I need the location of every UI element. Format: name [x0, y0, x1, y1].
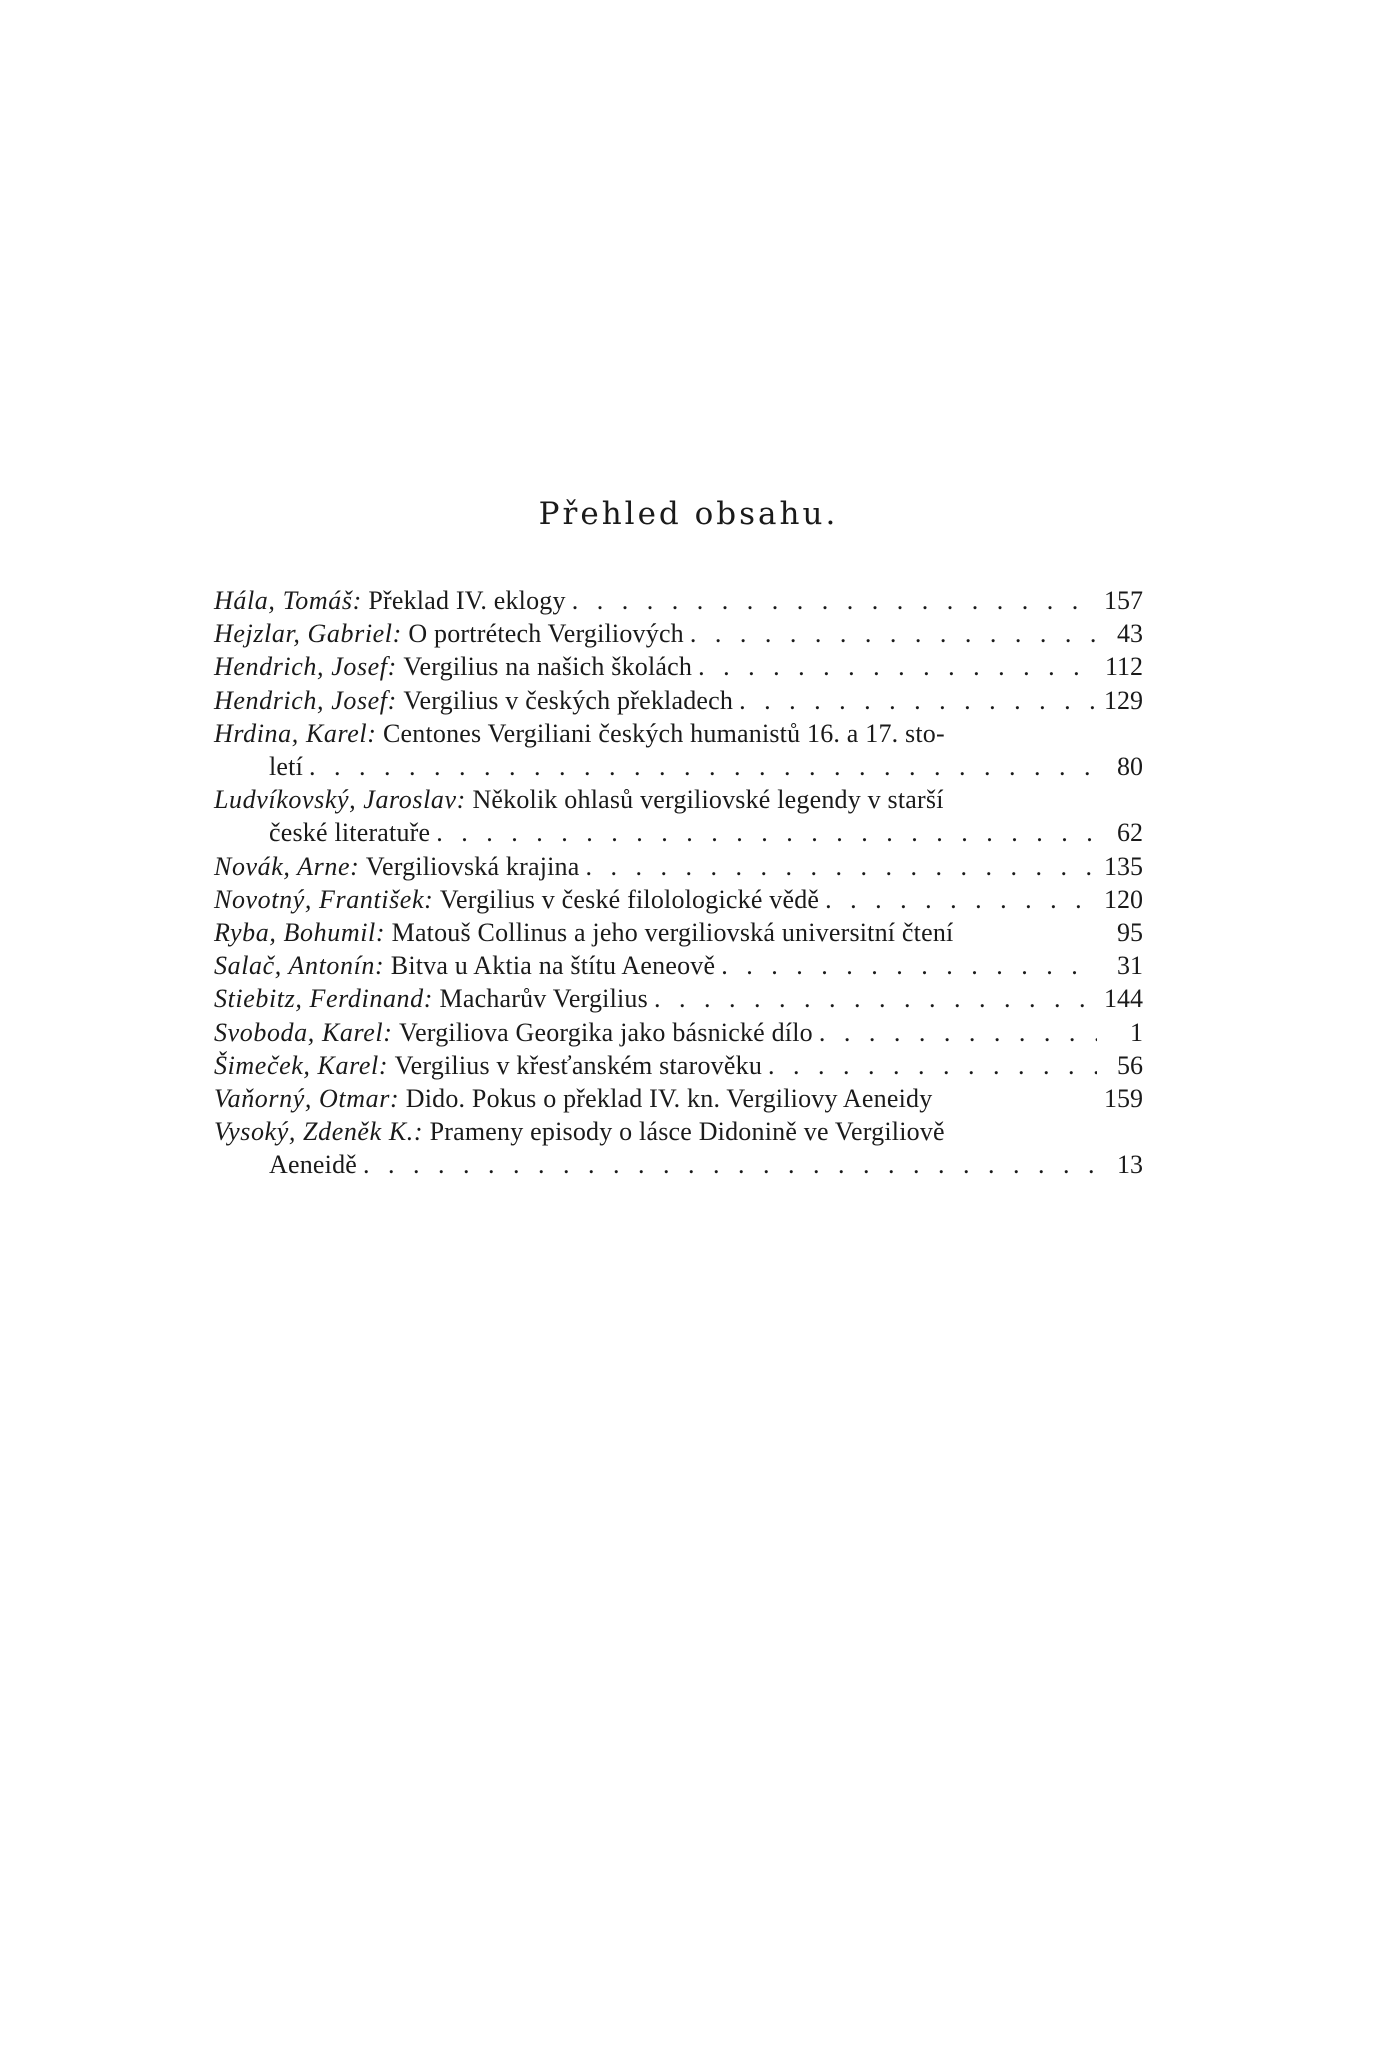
toc-author: Stiebitz, Ferdinand: — [214, 984, 434, 1014]
toc-entry — [214, 916, 1143, 949]
toc-page-number: 95 — [1117, 918, 1143, 948]
dot-leader — [739, 684, 1097, 717]
toc-line — [214, 916, 1143, 949]
toc-page-number: 80 — [1117, 752, 1143, 782]
toc-title-continuation: Aeneidě — [269, 1150, 358, 1180]
toc-page-number: 13 — [1117, 1150, 1143, 1180]
toc-entry — [214, 684, 1143, 717]
toc-line — [214, 650, 1143, 683]
toc-line — [214, 1082, 1143, 1115]
toc-title: Bitva u Aktia na štítu Aeneově — [390, 951, 716, 981]
toc-line — [214, 783, 1143, 816]
dot-leader — [363, 1148, 1097, 1181]
toc-line-continuation — [214, 750, 1143, 783]
toc-line — [214, 949, 1143, 982]
toc-title: O portrétech Vergiliových — [408, 619, 684, 649]
toc-page-number: 157 — [1104, 586, 1143, 615]
toc-author: Ludvíkovský, Jaroslav: — [214, 785, 466, 815]
toc-entry — [214, 1115, 1143, 1181]
toc-page-number: 31 — [1117, 951, 1143, 981]
toc-title: Několik ohlasů vergiliovské legendy v starší — [472, 785, 944, 815]
toc-page-number: 144 — [1104, 984, 1143, 1014]
toc-author: Hendrich, Josef: — [214, 652, 397, 682]
toc-author: Hrdina, Karel: — [214, 718, 377, 748]
toc-entry — [214, 982, 1143, 1015]
toc-title: Vergilius v české filolologické vědě — [439, 884, 820, 914]
toc-line — [214, 982, 1143, 1015]
toc-title: Macharův Vergilius — [439, 984, 648, 1014]
table-of-contents — [214, 584, 1143, 1182]
toc-title: Vergiliovská krajina — [365, 851, 580, 881]
toc-author: Salač, Antonín: — [214, 951, 385, 981]
toc-title-continuation: letí — [269, 752, 304, 782]
toc-entry — [214, 883, 1143, 916]
toc-page-number: 135 — [1104, 851, 1143, 881]
toc-author: Vysoký, Zdeněk K.: — [214, 1117, 424, 1147]
toc-author: Hendrich, Josef: — [214, 685, 397, 715]
toc-title: Centones Vergiliani českých humanistů 16. a 17. sto- — [382, 718, 945, 748]
toc-line — [214, 883, 1143, 916]
toc-author: Novotný, František: — [214, 884, 434, 914]
dot-leader — [721, 949, 1097, 982]
toc-entry — [214, 584, 1143, 617]
toc-page-number: 129 — [1104, 685, 1143, 715]
dot-leader — [654, 982, 1097, 1015]
toc-line — [214, 850, 1143, 883]
toc-author: Hejzlar, Gabriel: — [214, 619, 402, 649]
toc-page-number: 120 — [1104, 884, 1143, 914]
toc-line — [214, 1115, 1143, 1148]
dot-leader — [436, 816, 1097, 849]
toc-entry — [214, 617, 1143, 650]
dot-leader — [309, 750, 1097, 783]
toc-line — [214, 717, 1143, 750]
dot-leader — [572, 584, 1097, 617]
dot-leader — [825, 883, 1097, 916]
toc-entry — [214, 1049, 1143, 1082]
toc-title: Prameny episody o lásce Didonině ve Vergiliově — [429, 1117, 945, 1147]
page-title: Přehled obsahu. — [538, 496, 839, 532]
toc-author: Vaňorný, Otmar: — [214, 1084, 400, 1114]
toc-line — [214, 617, 1143, 650]
toc-title: Vergiliova Georgika jako básnické dílo — [398, 1017, 813, 1047]
toc-line — [214, 1049, 1143, 1082]
toc-page-number: 112 — [1104, 652, 1143, 682]
dot-leader — [819, 1016, 1097, 1049]
toc-line — [214, 584, 1143, 617]
toc-title: Vergilius v českých překladech — [403, 685, 734, 715]
toc-page-number: 159 — [1104, 1084, 1143, 1114]
toc-line — [214, 1016, 1143, 1049]
toc-author: Novák, Arne: — [214, 851, 360, 881]
toc-entry — [214, 850, 1143, 883]
toc-line — [214, 684, 1143, 717]
toc-title: Dido. Pokus o překlad IV. kn. Vergiliovy Aeneidy — [405, 1084, 933, 1114]
toc-author: Svoboda, Karel: — [214, 1017, 393, 1047]
toc-page-number: 62 — [1117, 818, 1143, 848]
toc-page-number: 56 — [1117, 1050, 1143, 1080]
toc-entry — [214, 1082, 1143, 1115]
toc-title-continuation: české literatuře — [269, 818, 431, 848]
dot-leader — [586, 850, 1098, 883]
dot-leader — [698, 650, 1097, 683]
toc-entry — [214, 949, 1143, 982]
toc-entry — [214, 1016, 1143, 1049]
toc-author: Hála, Tomáš: — [214, 586, 362, 615]
toc-author: Ryba, Bohumil: — [214, 918, 386, 948]
dot-leader — [768, 1049, 1097, 1082]
toc-entry — [214, 783, 1143, 849]
toc-title: Překlad IV. eklogy — [368, 586, 566, 615]
toc-line-continuation — [214, 1148, 1143, 1181]
toc-page-number: 1 — [1130, 1017, 1143, 1047]
toc-entry — [214, 650, 1143, 683]
toc-page-number: 43 — [1117, 619, 1143, 649]
toc-title: Matouš Collinus a jeho vergiliovská universitní čtení — [391, 918, 954, 948]
toc-title: Vergilius na našich školách — [403, 652, 693, 682]
toc-entry — [214, 717, 1143, 783]
toc-author: Šimeček, Karel: — [214, 1050, 389, 1080]
toc-title: Vergilius v křesťanském starověku — [394, 1050, 763, 1080]
toc-line-continuation — [214, 816, 1143, 849]
dot-leader — [690, 617, 1097, 650]
